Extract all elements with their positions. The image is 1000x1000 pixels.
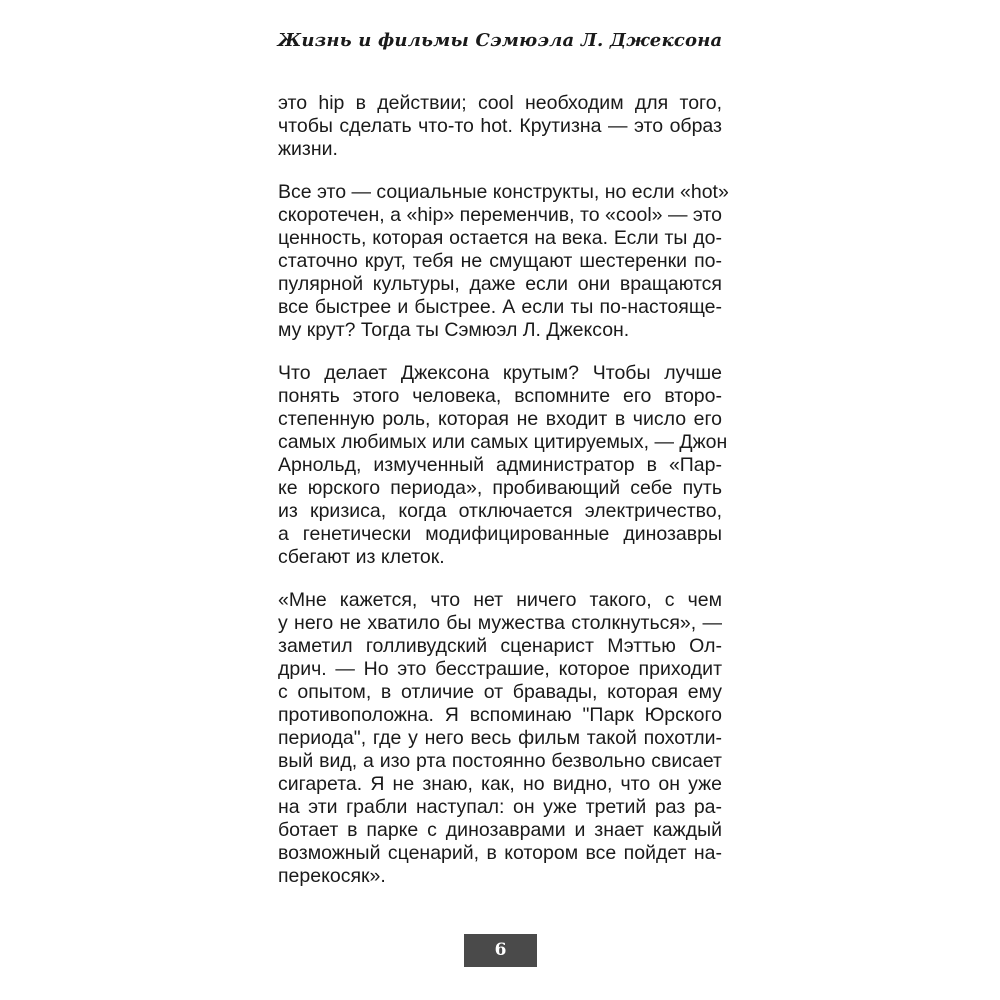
text-line: противоположна. Я вспоминаю "Парк Юрского xyxy=(278,704,722,726)
text-line: ценность, которая остается на века. Если ты до- xyxy=(278,227,722,249)
text-line: из кризиса, когда отключается электричество, xyxy=(278,500,722,522)
text-line: ке юрского периода», пробивающий себе путь xyxy=(278,477,722,499)
text-line: самых любимых или самых цитируемых, — Джон xyxy=(278,431,728,453)
text-line: у него не хватило бы мужества столкнуться», — xyxy=(278,612,722,634)
paragraph-3 xyxy=(278,362,728,569)
text-line: сбегают из клеток. xyxy=(278,546,445,568)
text-line: «Мне кажется, что нет ничего такого, с чем xyxy=(278,589,722,611)
paragraph-1 xyxy=(278,92,722,161)
text-line: вый вид, а изо рта постоянно безвольно свисает xyxy=(278,750,722,772)
text-line: дрич. — Но это бесстрашие, которое приходит xyxy=(278,658,722,680)
text-line: периода", где у него весь фильм такой похотли- xyxy=(278,727,722,749)
text-line: с опытом, в отличие от бравады, которая ему xyxy=(278,681,722,703)
paragraph-4 xyxy=(278,589,722,888)
text-line: му крут? Тогда ты Сэмюэл Л. Джексон. xyxy=(278,319,630,341)
text-line: заметил голливудский сценарист Мэттью Ол- xyxy=(278,635,722,657)
text-line: сигарета. Я не знаю, как, но видно, что он уже xyxy=(278,773,722,795)
text-line: Арнольд, измученный администратор в «Пар- xyxy=(278,454,722,476)
text-line: на эти грабли наступал: он уже третий раз ра- xyxy=(278,796,722,818)
text-line: возможный сценарий, в котором все пойдет на- xyxy=(278,842,722,864)
text-line: Все это — социальные конструкты, но если «hot» xyxy=(278,181,729,203)
running-header: Жизнь и фильмы Сэмюэла Л. Джексона xyxy=(277,30,723,51)
text-line: жизни. xyxy=(278,138,338,160)
text-line: скоротечен, а «hip» переменчив, то «cool» — это xyxy=(278,204,722,226)
page-number: 6 xyxy=(464,934,537,967)
text-line: ботает в парке с динозаврами и знает каждый xyxy=(278,819,722,841)
text-line: статочно крут, тебя не смущают шестеренки по- xyxy=(278,250,722,272)
text-line: чтобы сделать что-то hot. Крутизна — это образ xyxy=(278,115,722,137)
body-text xyxy=(278,92,729,908)
text-line: все быстрее и быстрее. А если ты по-настояще- xyxy=(278,296,722,318)
text-line: степенную роль, которая не входит в число его xyxy=(278,408,722,430)
text-line: пулярной культуры, даже если они вращаются xyxy=(278,273,722,295)
text-line: а генетически модифицированные динозавры xyxy=(278,523,722,545)
text-line: это hip в действии; cool необходим для того, xyxy=(278,92,722,114)
text-line: Что делает Джексона крутым? Чтобы лучше xyxy=(278,362,722,384)
paragraph-2 xyxy=(278,181,729,342)
text-line: понять этого человека, вспомните его второ- xyxy=(278,385,722,407)
text-line: перекосяк». xyxy=(278,865,386,887)
